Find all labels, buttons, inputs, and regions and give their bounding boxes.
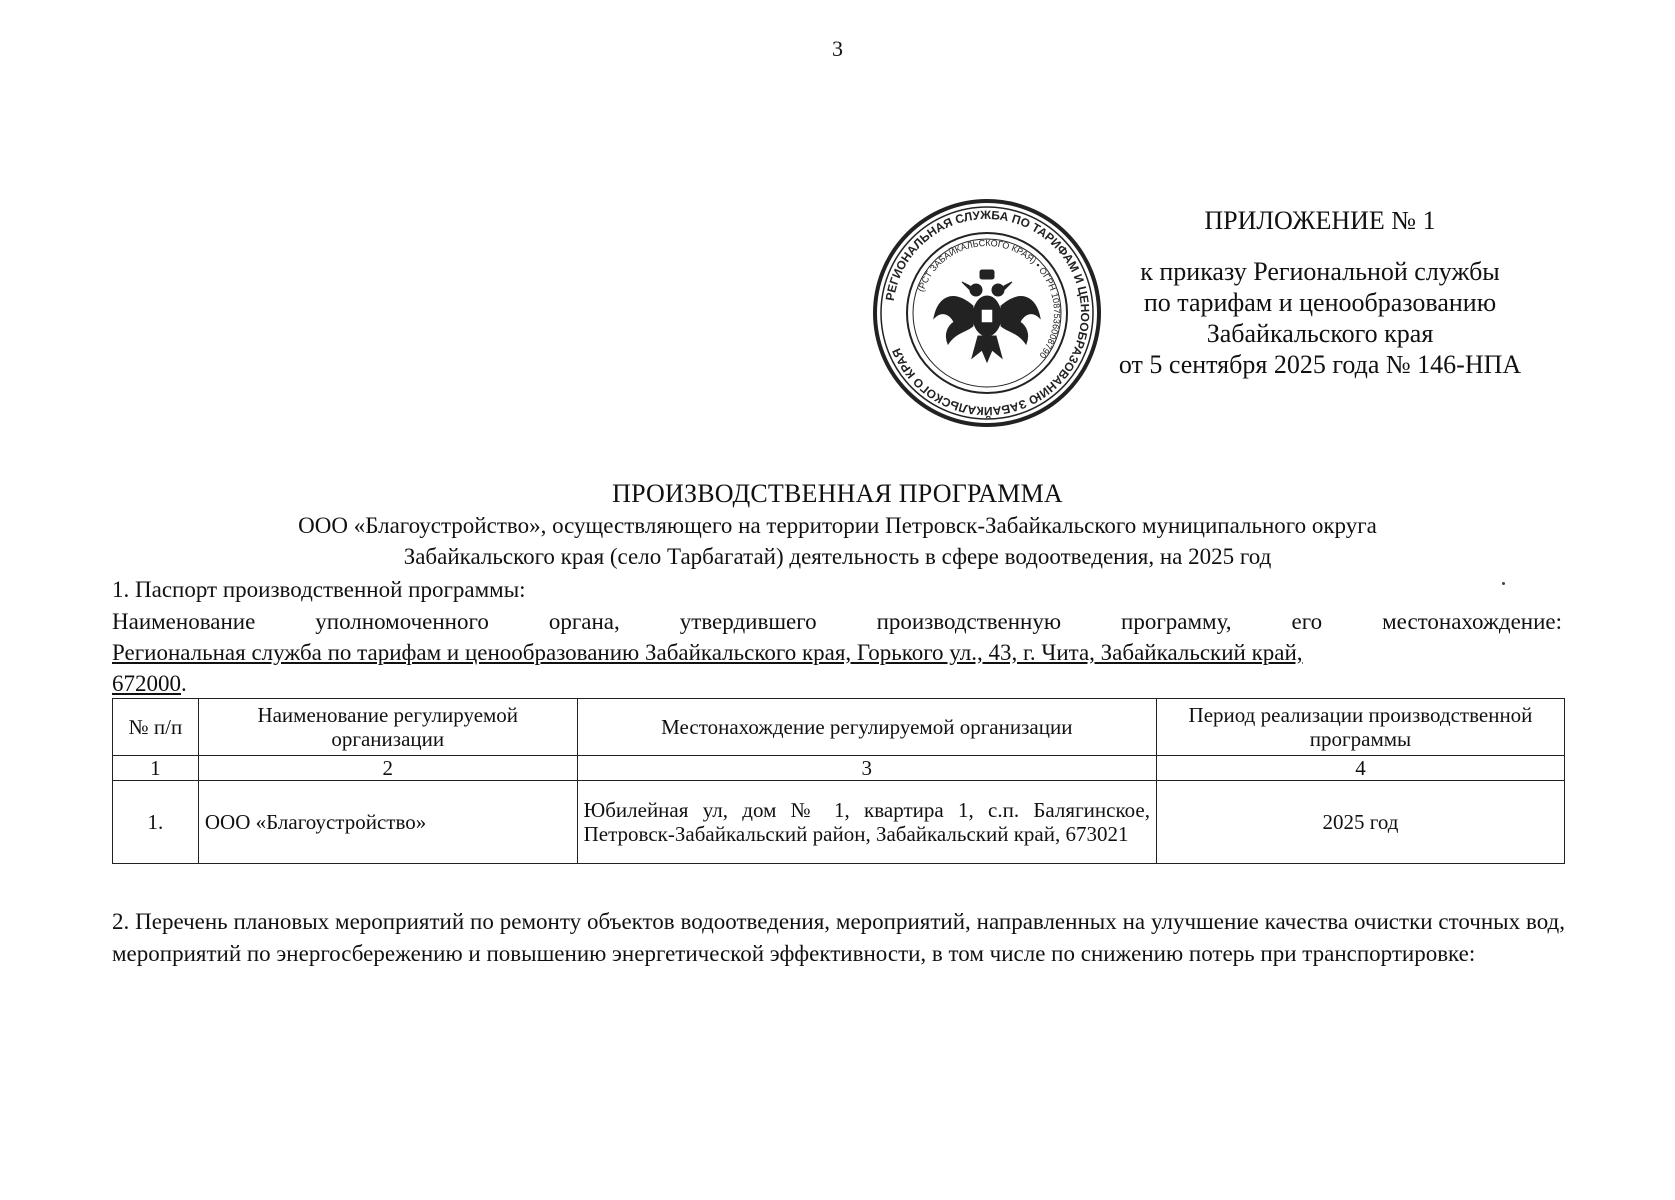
authority-value-line-2: 672000 xyxy=(112,671,181,696)
section-2-paragraph: 2. Перечень плановых мероприятий по ремонту объектов водоотведения, мероприятий, направленных на улучшение качества очистки сточных вод, мероприятий по энергосбережению и повышению энергетической эффективности, в том числе по снижению потерь при транспортировке: xyxy=(112,909,1565,966)
authority-value: Региональная служба по тарифам и ценообразованию Забайкальского края, Горького ул., 43, г. Чита, Забайкальский край, 672000. xyxy=(112,640,1303,696)
svg-text:РЕГИОНАЛЬНАЯ СЛУЖБА ПО ТАРИФАМ: РЕГИОНАЛЬНАЯ СЛУЖБА ПО ТАРИФАМ И ЦЕНООБРАЗОВАНИЮ ЗАБАЙКАЛЬСКОГО КРАЯ xyxy=(882,207,1093,419)
authority-label: Наименование уполномоченного органа, утвердившего производственную программу, его местонахождение: xyxy=(112,609,1562,634)
official-seal xyxy=(872,198,1102,428)
passport-table xyxy=(112,698,1565,864)
header-number: № п/п xyxy=(113,699,199,756)
row-period: 2025 год xyxy=(1156,781,1564,864)
page-number: 3 xyxy=(832,36,843,61)
document-title: ПРОИЗВОДСТВЕННАЯ ПРОГРАММА xyxy=(612,479,1063,508)
column-number-2: 2 xyxy=(198,756,577,781)
appendix-line-4: от 5 сентября 2025 года № 146-НПА xyxy=(1118,350,1522,379)
column-number-4: 4 xyxy=(1156,756,1564,781)
svg-text:(РСТ ЗАБАЙКАЛЬСКОГО КРАЯ) • ОГ: (РСТ ЗАБАЙКАЛЬСКОГО КРАЯ) • ОГРН 1087536008790 xyxy=(915,237,1063,361)
document-subtitle xyxy=(0,510,1675,572)
header-period: Период реализации производственной программы xyxy=(1156,699,1564,756)
row-number: 1. xyxy=(113,781,199,864)
subtitle-line-2: Забайкальского края (село Тарбагатай) деятельность в сфере водоотведения, на 2025 год xyxy=(403,544,1272,569)
header-organization: Наименование регулируемой организации xyxy=(198,699,577,756)
subtitle-line-1: ООО «Благоустройство», осуществляющего на территории Петровск-Забайкальского муниципального округа xyxy=(298,513,1377,538)
double-headed-eagle-icon xyxy=(934,270,1040,362)
row-location: Юбилейная ул, дом № 1, квартира 1, с.п. Балягинское, Петровск-Забайкальский район, Забайкальский край, 673021 xyxy=(577,781,1156,864)
appendix-header xyxy=(1090,205,1550,380)
appendix-heading: ПРИЛОЖЕНИЕ № 1 xyxy=(1204,206,1436,235)
table-column-numbers-row xyxy=(113,756,1565,781)
column-number-1: 1 xyxy=(113,756,199,781)
column-number-3: 3 xyxy=(577,756,1156,781)
authority-value-line-1: Региональная служба по тарифам и ценообразованию Забайкальского края, Горького ул., 43, г. Чита, Забайкальский край, xyxy=(112,640,1303,665)
table-row xyxy=(113,781,1565,864)
appendix-line-1: к приказу Региональной службы xyxy=(1140,257,1500,286)
header-location: Местонахождение регулируемой организации xyxy=(577,699,1156,756)
appendix-line-2: по тарифам и ценообразованию xyxy=(1143,288,1497,317)
appendix-line-3: Забайкальского края xyxy=(1206,319,1434,348)
table-header-row xyxy=(113,699,1565,756)
row-organization: ООО «Благоустройство» xyxy=(198,781,577,864)
section-1-heading: 1. Паспорт производственной программы: xyxy=(112,577,526,602)
